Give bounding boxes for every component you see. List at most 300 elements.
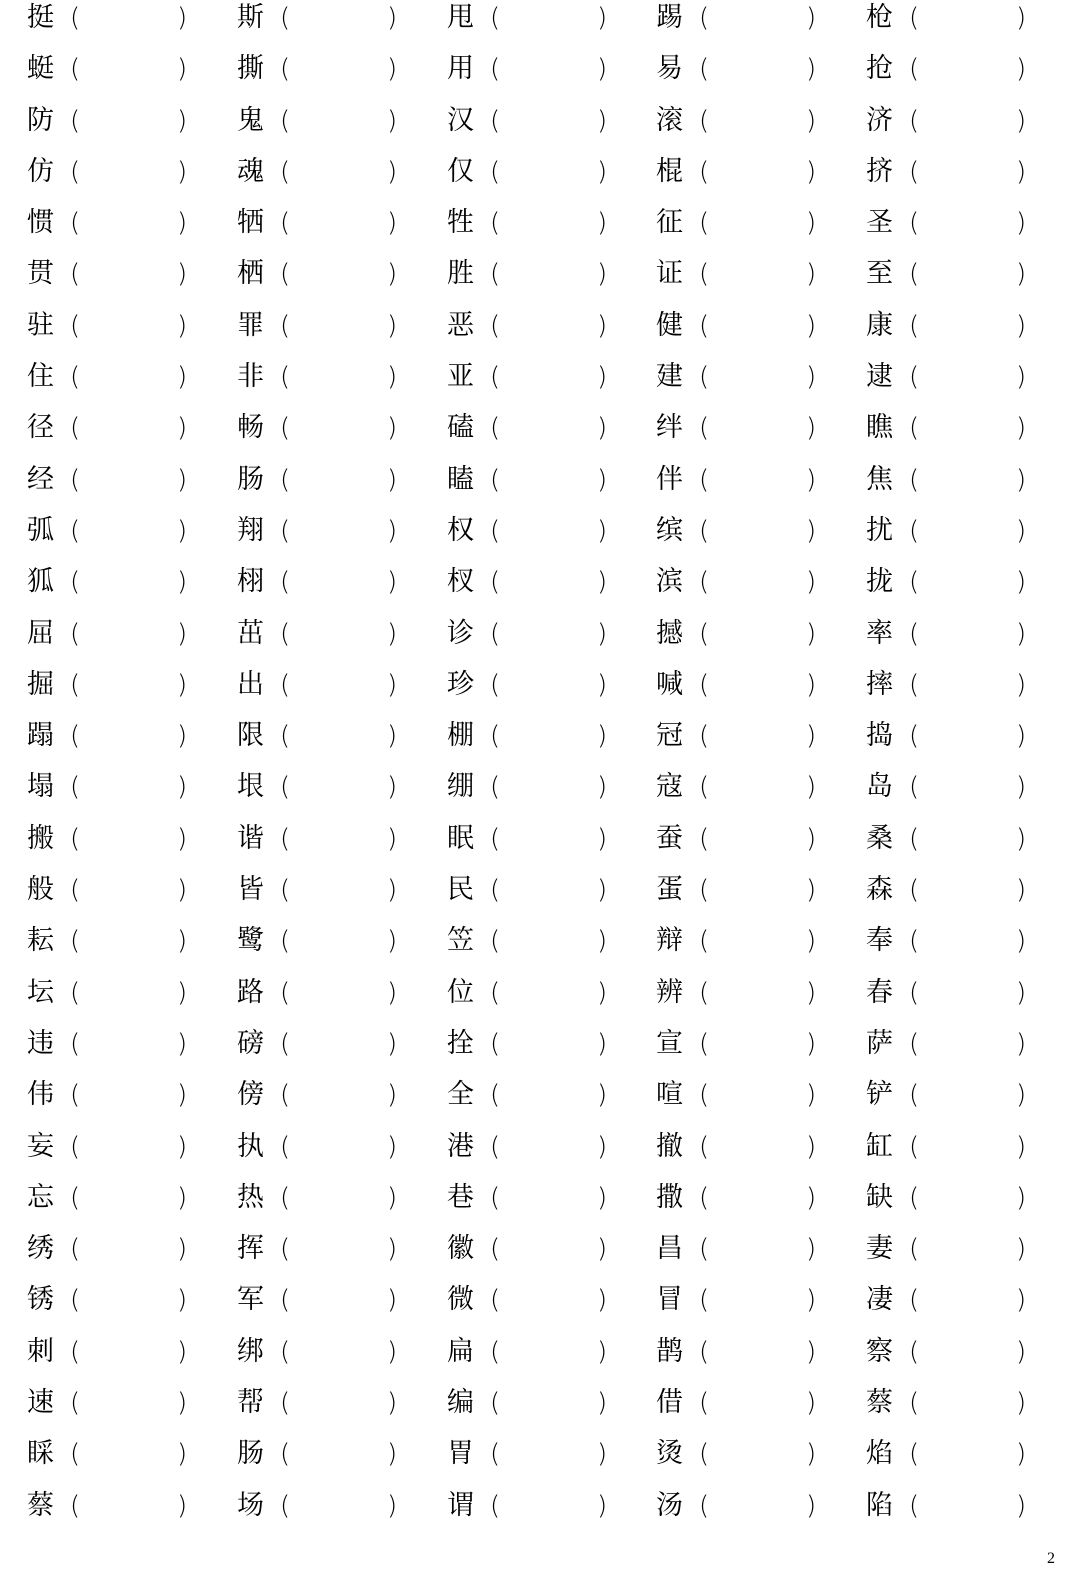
hanzi-character: 执 (237, 1130, 264, 1162)
hanzi-character: 森 (866, 874, 893, 906)
close-parenthesis: ) (387, 721, 398, 752)
answer-field[interactable] (299, 1490, 383, 1524)
answer-field[interactable] (928, 720, 1012, 754)
answer-field[interactable] (718, 925, 802, 959)
hanzi-character: 傍 (237, 1079, 264, 1111)
answer-field[interactable] (89, 1028, 173, 1062)
character-entry (866, 1276, 1075, 1327)
close-parenthesis: ) (597, 464, 608, 495)
answer-field[interactable] (509, 1182, 593, 1216)
hanzi-character: 住 (27, 361, 54, 393)
answer-field[interactable] (299, 720, 383, 754)
open-parenthesis: ( (70, 1028, 81, 1059)
open-parenthesis: ( (280, 567, 291, 598)
character-entry (27, 866, 236, 917)
open-parenthesis: ( (70, 259, 81, 290)
answer-field[interactable] (299, 412, 383, 446)
character-entry (656, 1482, 865, 1533)
answer-field[interactable] (509, 1131, 593, 1165)
answer-field[interactable] (299, 1182, 383, 1216)
answer-field[interactable] (718, 515, 802, 549)
answer-field[interactable] (89, 515, 173, 549)
answer-field[interactable] (718, 2, 802, 36)
answer-field[interactable] (89, 1387, 173, 1421)
hanzi-character: 摔 (866, 668, 893, 700)
answer-field[interactable] (299, 669, 383, 703)
grid-row (0, 815, 1077, 866)
grid-row (0, 1123, 1077, 1174)
answer-field[interactable] (928, 771, 1012, 805)
hanzi-character: 出 (237, 668, 264, 700)
answer-field[interactable] (718, 771, 802, 805)
close-parenthesis: ) (177, 1388, 188, 1419)
open-parenthesis: ( (699, 875, 710, 906)
hanzi-character: 察 (866, 1335, 893, 1367)
answer-field[interactable] (928, 515, 1012, 549)
answer-field[interactable] (928, 207, 1012, 241)
character-entry (237, 1174, 446, 1225)
answer-field[interactable] (928, 1028, 1012, 1062)
answer-field[interactable] (928, 156, 1012, 190)
answer-field[interactable] (509, 566, 593, 600)
answer-field[interactable] (928, 1284, 1012, 1318)
character-entry (866, 558, 1075, 609)
answer-field[interactable] (509, 874, 593, 908)
answer-field[interactable] (299, 361, 383, 395)
hanzi-character: 缺 (866, 1181, 893, 1213)
character-entry (237, 1379, 446, 1430)
answer-field[interactable] (509, 1387, 593, 1421)
character-entry (866, 712, 1075, 763)
answer-field[interactable] (718, 1131, 802, 1165)
answer-field[interactable] (509, 977, 593, 1011)
close-parenthesis: ) (387, 310, 398, 341)
answer-field[interactable] (718, 1336, 802, 1370)
answer-field[interactable] (299, 1233, 383, 1267)
open-parenthesis: ( (909, 618, 920, 649)
grid-row (0, 917, 1077, 968)
answer-field[interactable] (89, 412, 173, 446)
answer-field[interactable] (299, 515, 383, 549)
open-parenthesis: ( (699, 1439, 710, 1470)
open-parenthesis: ( (909, 1131, 920, 1162)
answer-field[interactable] (509, 1490, 593, 1524)
character-entry (27, 507, 236, 558)
answer-field[interactable] (89, 258, 173, 292)
close-parenthesis: ) (597, 105, 608, 136)
character-entry (656, 1123, 865, 1174)
hanzi-character: 畅 (237, 412, 264, 444)
answer-field[interactable] (928, 977, 1012, 1011)
answer-field[interactable] (718, 207, 802, 241)
answer-field[interactable] (928, 310, 1012, 344)
open-parenthesis: ( (280, 464, 291, 495)
answer-field[interactable] (509, 1336, 593, 1370)
hanzi-character: 场 (237, 1489, 264, 1521)
close-parenthesis: ) (806, 618, 817, 649)
answer-field[interactable] (509, 1079, 593, 1113)
character-entry (27, 763, 236, 814)
close-parenthesis: ) (177, 464, 188, 495)
close-parenthesis: ) (1016, 1131, 1027, 1162)
character-entry (237, 815, 446, 866)
answer-field[interactable] (509, 1284, 593, 1318)
open-parenthesis: ( (280, 1388, 291, 1419)
answer-field[interactable] (509, 1028, 593, 1062)
answer-field[interactable] (299, 2, 383, 36)
hanzi-character: 汉 (447, 104, 474, 136)
answer-field[interactable] (928, 1336, 1012, 1370)
character-entry (866, 148, 1075, 199)
answer-field[interactable] (89, 1438, 173, 1472)
close-parenthesis: ) (597, 1285, 608, 1316)
answer-field[interactable] (89, 310, 173, 344)
character-entry (27, 969, 236, 1020)
open-parenthesis: ( (699, 823, 710, 854)
open-parenthesis: ( (699, 567, 710, 598)
answer-field[interactable] (89, 1336, 173, 1370)
answer-field[interactable] (299, 310, 383, 344)
character-entry (27, 661, 236, 712)
open-parenthesis: ( (699, 208, 710, 239)
answer-field[interactable] (299, 464, 383, 498)
hanzi-character: 耘 (27, 925, 54, 957)
grid-row (0, 456, 1077, 507)
answer-field[interactable] (718, 823, 802, 857)
character-entry (656, 712, 865, 763)
answer-field[interactable] (928, 464, 1012, 498)
answer-field[interactable] (299, 53, 383, 87)
answer-field[interactable] (718, 361, 802, 395)
open-parenthesis: ( (699, 1131, 710, 1162)
answer-field[interactable] (509, 53, 593, 87)
answer-field[interactable] (89, 1490, 173, 1524)
close-parenthesis: ) (387, 567, 398, 598)
answer-field[interactable] (509, 1233, 593, 1267)
answer-field[interactable] (509, 771, 593, 805)
answer-field[interactable] (509, 720, 593, 754)
character-entry (656, 1225, 865, 1276)
answer-field[interactable] (509, 925, 593, 959)
hanzi-character: 民 (447, 874, 474, 906)
character-entry (447, 148, 656, 199)
hanzi-character: 胃 (447, 1438, 474, 1470)
open-parenthesis: ( (490, 977, 501, 1008)
grid-row (0, 1225, 1077, 1276)
answer-field[interactable] (509, 2, 593, 36)
close-parenthesis: ) (1016, 1285, 1027, 1316)
answer-field[interactable] (509, 105, 593, 139)
answer-field[interactable] (928, 1438, 1012, 1472)
answer-field[interactable] (509, 823, 593, 857)
close-parenthesis: ) (387, 515, 398, 546)
answer-field[interactable] (299, 1387, 383, 1421)
close-parenthesis: ) (387, 926, 398, 957)
hanzi-character: 狐 (27, 566, 54, 598)
answer-field[interactable] (718, 1490, 802, 1524)
answer-field[interactable] (928, 669, 1012, 703)
answer-field[interactable] (89, 1079, 173, 1113)
answer-field[interactable] (299, 977, 383, 1011)
character-entry (866, 1430, 1075, 1481)
character-entry (447, 97, 656, 148)
answer-field[interactable] (299, 566, 383, 600)
close-parenthesis: ) (1016, 3, 1027, 33)
character-entry (866, 917, 1075, 968)
answer-field[interactable] (299, 105, 383, 139)
close-parenthesis: ) (1016, 875, 1027, 906)
answer-field[interactable] (928, 412, 1012, 446)
answer-field[interactable] (89, 361, 173, 395)
answer-field[interactable] (89, 823, 173, 857)
answer-field[interactable] (718, 105, 802, 139)
grid-row (0, 1430, 1077, 1481)
close-parenthesis: ) (177, 618, 188, 649)
answer-field[interactable] (299, 618, 383, 652)
character-entry (447, 1225, 656, 1276)
open-parenthesis: ( (909, 105, 920, 136)
answer-field[interactable] (718, 720, 802, 754)
open-parenthesis: ( (280, 1285, 291, 1316)
character-entry (237, 404, 446, 455)
answer-field[interactable] (718, 412, 802, 446)
open-parenthesis: ( (70, 1388, 81, 1419)
answer-field[interactable] (509, 1438, 593, 1472)
character-entry (656, 969, 865, 1020)
grid-row (0, 610, 1077, 661)
answer-field[interactable] (718, 1182, 802, 1216)
answer-field[interactable] (299, 874, 383, 908)
answer-field[interactable] (718, 310, 802, 344)
answer-field[interactable] (89, 53, 173, 87)
open-parenthesis: ( (699, 1490, 710, 1521)
close-parenthesis: ) (806, 3, 817, 33)
answer-field[interactable] (89, 669, 173, 703)
answer-field[interactable] (89, 156, 173, 190)
answer-field[interactable] (928, 925, 1012, 959)
close-parenthesis: ) (597, 3, 608, 33)
hanzi-character: 磅 (237, 1027, 264, 1059)
character-entry (237, 199, 446, 250)
answer-field[interactable] (299, 1079, 383, 1113)
answer-field[interactable] (509, 669, 593, 703)
answer-field[interactable] (718, 1438, 802, 1472)
hanzi-character: 撤 (656, 1130, 683, 1162)
character-entry (27, 404, 236, 455)
open-parenthesis: ( (490, 618, 501, 649)
answer-field[interactable] (718, 618, 802, 652)
answer-field[interactable] (928, 105, 1012, 139)
answer-field[interactable] (718, 156, 802, 190)
grid-row (0, 969, 1077, 1020)
hanzi-character: 桑 (866, 822, 893, 854)
answer-field[interactable] (299, 771, 383, 805)
answer-field[interactable] (299, 258, 383, 292)
character-entry (27, 815, 236, 866)
hanzi-character: 蜓 (27, 53, 54, 85)
open-parenthesis: ( (280, 772, 291, 803)
close-parenthesis: ) (177, 54, 188, 85)
answer-field[interactable] (89, 207, 173, 241)
answer-field[interactable] (718, 566, 802, 600)
character-entry (866, 1174, 1075, 1225)
character-entry (237, 250, 446, 301)
character-entry (27, 302, 236, 353)
answer-field[interactable] (89, 464, 173, 498)
answer-field[interactable] (299, 1284, 383, 1318)
answer-field[interactable] (928, 823, 1012, 857)
answer-field[interactable] (299, 1336, 383, 1370)
hanzi-character: 妻 (866, 1233, 893, 1265)
hanzi-character: 挤 (866, 155, 893, 187)
answer-field[interactable] (299, 1131, 383, 1165)
answer-field[interactable] (928, 53, 1012, 87)
answer-field[interactable] (509, 464, 593, 498)
answer-field[interactable] (509, 618, 593, 652)
close-parenthesis: ) (177, 1439, 188, 1470)
answer-field[interactable] (928, 2, 1012, 36)
answer-field[interactable] (509, 258, 593, 292)
answer-field[interactable] (509, 156, 593, 190)
hanzi-character: 滨 (656, 566, 683, 598)
answer-field[interactable] (89, 618, 173, 652)
open-parenthesis: ( (490, 823, 501, 854)
answer-field[interactable] (89, 1233, 173, 1267)
close-parenthesis: ) (1016, 208, 1027, 239)
answer-field[interactable] (299, 156, 383, 190)
open-parenthesis: ( (490, 721, 501, 752)
grid-row (0, 866, 1077, 917)
open-parenthesis: ( (280, 310, 291, 341)
answer-field[interactable] (89, 566, 173, 600)
open-parenthesis: ( (909, 259, 920, 290)
close-parenthesis: ) (177, 259, 188, 290)
hanzi-character: 辩 (656, 925, 683, 957)
answer-field[interactable] (928, 361, 1012, 395)
answer-field[interactable] (928, 1131, 1012, 1165)
hanzi-character: 罪 (237, 309, 264, 341)
answer-field[interactable] (89, 105, 173, 139)
hanzi-character: 康 (866, 309, 893, 341)
character-entry (656, 917, 865, 968)
character-entry (237, 917, 446, 968)
character-entry (866, 1482, 1075, 1533)
answer-field[interactable] (89, 977, 173, 1011)
answer-field[interactable] (718, 977, 802, 1011)
answer-field[interactable] (928, 1233, 1012, 1267)
answer-field[interactable] (299, 925, 383, 959)
answer-field[interactable] (299, 823, 383, 857)
open-parenthesis: ( (70, 208, 81, 239)
answer-field[interactable] (928, 618, 1012, 652)
close-parenthesis: ) (177, 875, 188, 906)
answer-field[interactable] (718, 53, 802, 87)
answer-field[interactable] (89, 1182, 173, 1216)
open-parenthesis: ( (699, 1234, 710, 1265)
character-entry (237, 456, 446, 507)
close-parenthesis: ) (387, 259, 398, 290)
answer-field[interactable] (718, 258, 802, 292)
hanzi-character: 茁 (237, 617, 264, 649)
answer-field[interactable] (299, 1028, 383, 1062)
answer-field[interactable] (928, 1490, 1012, 1524)
answer-field[interactable] (299, 207, 383, 241)
answer-field[interactable] (89, 771, 173, 805)
character-entry (656, 1174, 865, 1225)
open-parenthesis: ( (280, 208, 291, 239)
answer-field[interactable] (509, 361, 593, 395)
hanzi-character: 眠 (447, 822, 474, 854)
answer-field[interactable] (89, 720, 173, 754)
close-parenthesis: ) (597, 823, 608, 854)
answer-field[interactable] (928, 566, 1012, 600)
character-entry (447, 199, 656, 250)
hanzi-character: 魂 (237, 155, 264, 187)
hanzi-character: 翔 (237, 514, 264, 546)
answer-field[interactable] (89, 2, 173, 36)
open-parenthesis: ( (909, 1285, 920, 1316)
character-entry (27, 712, 236, 763)
hanzi-character: 焰 (866, 1438, 893, 1470)
grid-row (0, 1071, 1077, 1122)
open-parenthesis: ( (490, 156, 501, 187)
character-entry (447, 507, 656, 558)
answer-field[interactable] (89, 925, 173, 959)
close-parenthesis: ) (806, 1388, 817, 1419)
answer-field[interactable] (718, 1028, 802, 1062)
answer-field[interactable] (928, 1079, 1012, 1113)
answer-field[interactable] (89, 874, 173, 908)
answer-field[interactable] (928, 1387, 1012, 1421)
answer-field[interactable] (509, 207, 593, 241)
answer-field[interactable] (928, 258, 1012, 292)
character-entry (447, 1174, 656, 1225)
answer-field[interactable] (509, 515, 593, 549)
answer-field[interactable] (718, 1079, 802, 1113)
character-entry (237, 97, 446, 148)
hanzi-character: 胜 (447, 258, 474, 290)
answer-field[interactable] (718, 1284, 802, 1318)
answer-field[interactable] (718, 874, 802, 908)
hanzi-character: 谐 (237, 822, 264, 854)
hanzi-character: 易 (656, 53, 683, 85)
close-parenthesis: ) (387, 362, 398, 393)
hanzi-character: 栖 (237, 258, 264, 290)
hanzi-character: 牲 (447, 207, 474, 239)
answer-field[interactable] (718, 464, 802, 498)
answer-field[interactable] (299, 1438, 383, 1472)
answer-field[interactable] (928, 874, 1012, 908)
answer-field[interactable] (718, 669, 802, 703)
answer-field[interactable] (928, 1182, 1012, 1216)
answer-field[interactable] (718, 1233, 802, 1267)
close-parenthesis: ) (806, 1490, 817, 1521)
hanzi-character: 全 (447, 1079, 474, 1111)
answer-field[interactable] (89, 1131, 173, 1165)
answer-field[interactable] (509, 412, 593, 446)
answer-field[interactable] (89, 1284, 173, 1318)
grid-row (0, 661, 1077, 712)
answer-field[interactable] (718, 1387, 802, 1421)
hanzi-character: 忘 (27, 1181, 54, 1213)
character-entry (237, 1123, 446, 1174)
answer-field[interactable] (509, 310, 593, 344)
close-parenthesis: ) (177, 823, 188, 854)
close-parenthesis: ) (177, 1336, 188, 1367)
close-parenthesis: ) (387, 977, 398, 1008)
character-entry (447, 0, 656, 45)
hanzi-character: 非 (237, 361, 264, 393)
